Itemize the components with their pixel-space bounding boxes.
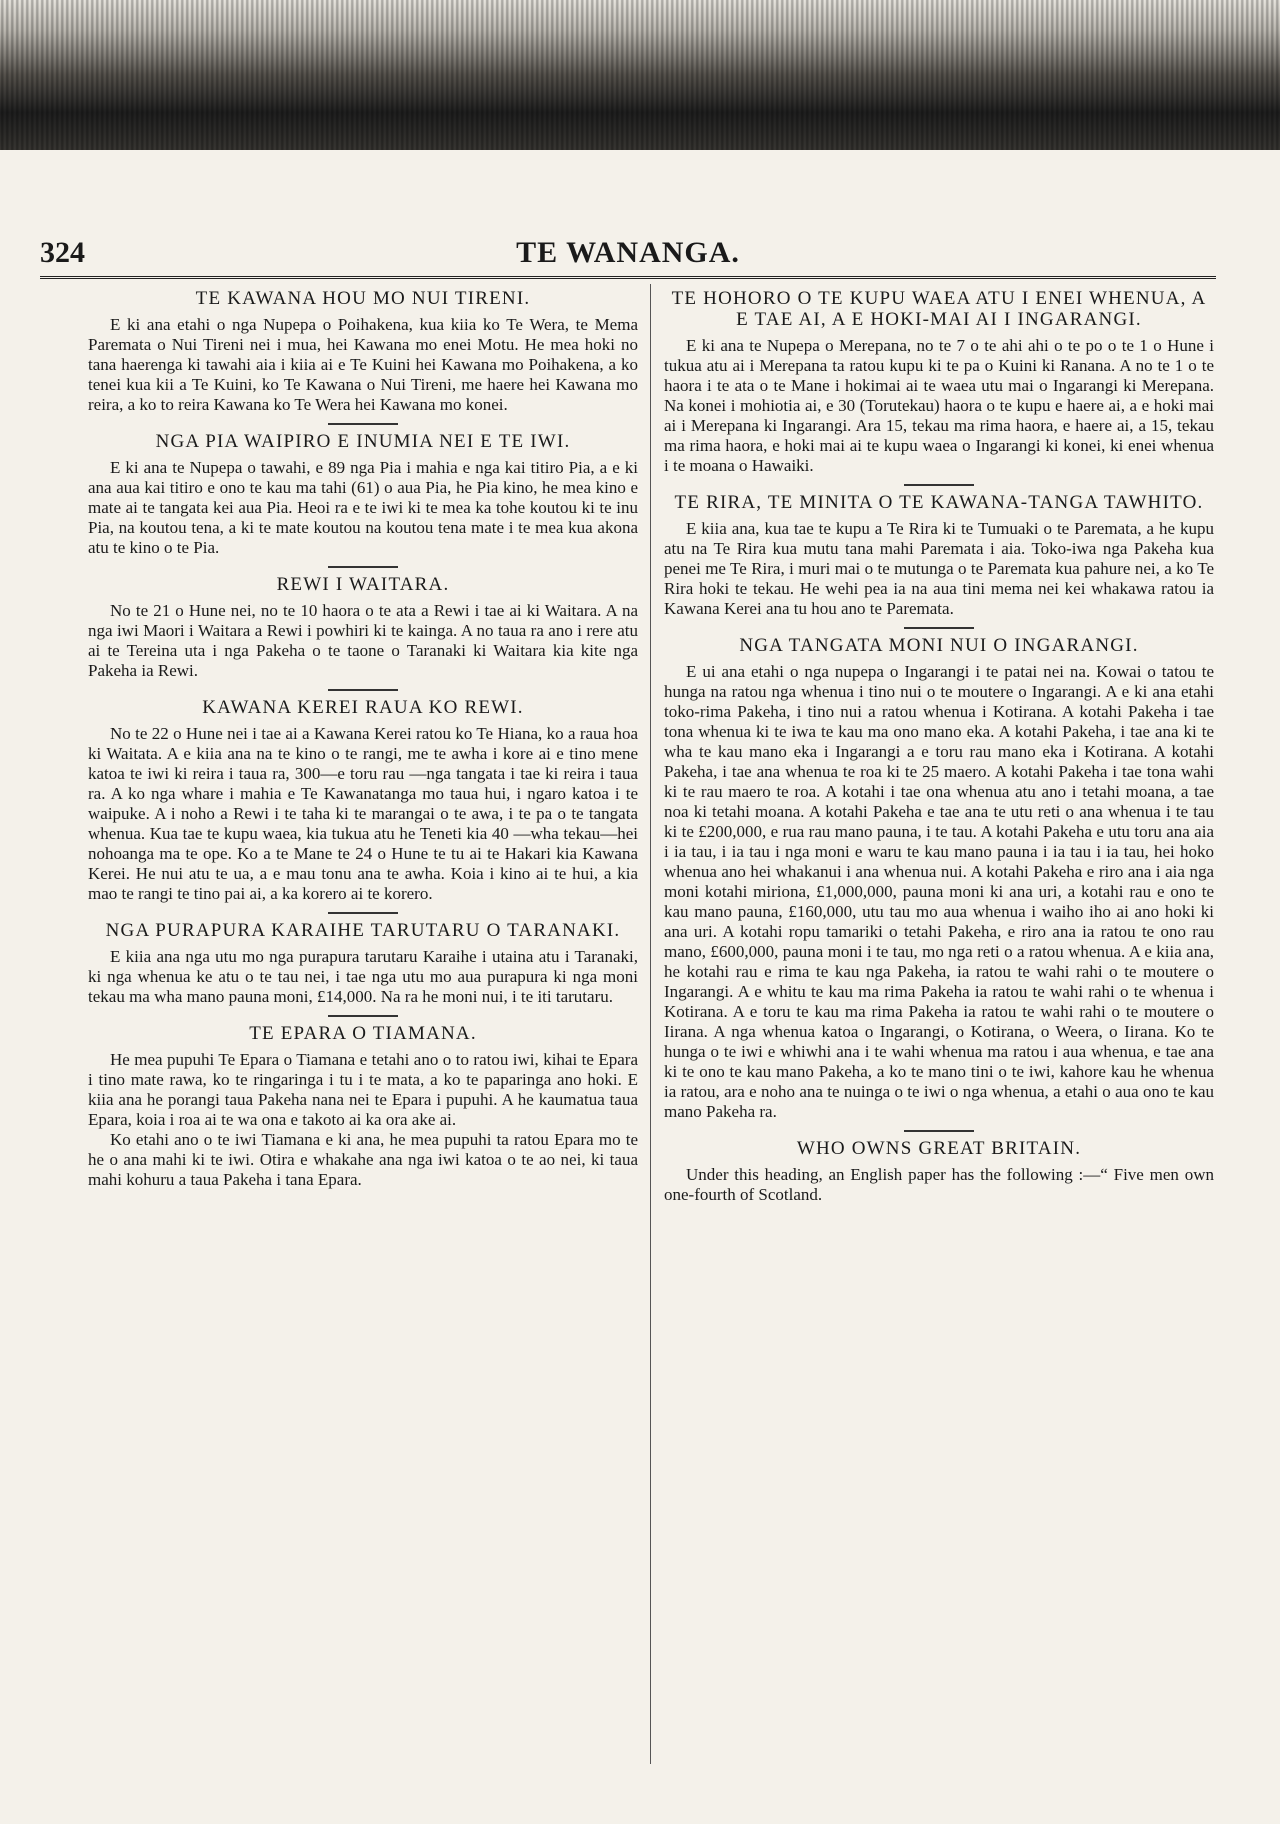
page-masthead bbox=[40, 232, 1216, 279]
article-heading: WHO OWNS GREAT BRITAIN. bbox=[796, 1138, 1082, 1159]
article bbox=[88, 288, 638, 415]
article-paragraph: E ki ana etahi o nga Nupepa o Poihakena, kua kiia ko Te Wera, te Mema Paremata o Nui Tireni nei i mua, hei Kawana mo enei Motu. He mea hoki no tana haerenga ki tawahi aia i kiia ai e Te Kuini hei Kawana mo Poihakena, a ko tenei kua kii a Te Kuini, ko Te Kawana o Nui Tireni, me haere hei Kawana mo reira, a ko to reira Kawana ko Te Wera hei Kawana mo konei. bbox=[88, 315, 638, 414]
article-separator bbox=[328, 689, 398, 691]
article-paragraph: E kiia ana nga utu mo nga purapura tarutaru Karaihe i utaina atu i Taranaki, ki nga whenua ke atu o te tau nei, i tae nga utu mo aua purapura ki nga moni tekau ma wha mano pauna moni, £14,000. Na ra he moni nui, i te iti tarutaru. bbox=[88, 947, 638, 1006]
article-paragraph: E kiia ana, kua tae te kupu a Te Rira ki te Tumuaki o te Paremata, a he kupu atu na Te Rira kua mutu tana mahi Paremata i aia. Toko-iwa nga Pakeha kua penei me Te Rira, i muri mai o te mutunga o te Paremata kua pahure nei, a ko Te Rira hoki te tekau. He wehi pea ia na aua tini mema nei kei whakawa ratou ia Kawana Kerei ana tu hou ano te Paremata. bbox=[664, 519, 1214, 618]
article bbox=[664, 288, 1214, 476]
article-paragraph: Ko etahi ano o te iwi Tiamana e ki ana, he mea pupuhi ta ratou Epara mo te he o ana mahi ki te iwi. Otira e whakahe ana nga iwi katoa o te ao nei, ki taua mahi kohuru a taua Pakeha i tana Epara. bbox=[88, 1130, 638, 1189]
article bbox=[88, 920, 638, 1007]
running-title: TE WANANGA. bbox=[516, 236, 740, 269]
article bbox=[664, 635, 1214, 1122]
article-separator bbox=[904, 1130, 974, 1132]
article-separator bbox=[328, 423, 398, 425]
article-paragraph: Under this heading, an English paper has the following :—“ Five men own one-fourth of Scotland. bbox=[664, 1165, 1214, 1204]
article-heading: TE HOHORO O TE KUPU WAEA ATU I ENEI WHENUA, A E TAE AI, A E HOKI-MAI AI I INGARANGI. bbox=[671, 288, 1207, 330]
article-heading: TE KAWANA HOU MO NUI TIRENI. bbox=[195, 288, 531, 309]
column-divider bbox=[650, 284, 651, 1764]
right-column bbox=[664, 284, 1214, 1804]
article-paragraph: E ki ana te Nupepa o Merepana, no te 7 o te ahi ahi o te po o te 1 o Hune i tukua atu ai i Merepana ta ratou kupu ki te pa o Kuini ki Ranana. A no te 1 o te haora i te ata o te Mane i hokimai ai te waea utu mai o Ingarangi ki Merepana. Na konei i mohiotia ai, e 30 (Torutekau) haora o te kupu e haere ai, a e hoki mai ai i Merepana ki Ingarangi. Ara 15, tekau ma rima haora, e haere ai, a 15, tekau ma rima haora, e hoki mai ai te kupu waea o Ingarangi ki konei, ki enei whenua i te moana o Hawaiki. bbox=[664, 336, 1214, 475]
article-separator bbox=[328, 912, 398, 914]
article bbox=[664, 1138, 1214, 1205]
article-heading: REWI I WAITARA. bbox=[276, 574, 450, 595]
article bbox=[88, 697, 638, 904]
article-heading: TE EPARA O TIAMANA. bbox=[249, 1023, 477, 1044]
article-separator bbox=[904, 484, 974, 486]
article-paragraph: He mea pupuhi Te Epara o Tiamana e tetahi ano o to ratou iwi, kihai te Epara i tino mate rawa, ko te ringaringa i tu i te mata, a ko te paparinga ano hoki. E kiia ana he porangi taua Pakeha nana nei te Epara i pupuhi. A he kaumatua taua Epara, koia i roa ai te wa ona e takoto ai ka ora ake ai. bbox=[88, 1050, 638, 1129]
article-heading: NGA TANGATA MONI NUI O INGARANGI. bbox=[739, 635, 1139, 656]
left-column bbox=[88, 284, 638, 1804]
article-separator bbox=[904, 627, 974, 629]
article-heading: KAWANA KEREI RAUA KO REWI. bbox=[202, 697, 524, 718]
article-heading: NGA PIA WAIPIRO E INUMIA NEI E TE IWI. bbox=[155, 431, 571, 452]
article bbox=[88, 431, 638, 558]
article-paragraph: No te 22 o Hune nei i tae ai a Kawana Kerei ratou ko Te Hiana, ko a raua hoa ki Waitata. A e kiia ana na te kino o te rangi, me te awha i kore ai e tino mene katoa te iwi ki reira i taua ra, 300—e toru rau —nga tangata i tae ki reira i taua ra. A ko nga whare i mahia e Te Kawanatanga mo taua hui, i ngaro katoa i te waipuke. A i noho a Rewi i te taha ki te marangai o te awa, i te pa o te tangata whenua. Kua tae te kupu waea, kia tukua atu he Teneti kia 40 —wha tekau—hei nohoanga ma te ope. Ko a te Mane te 24 o Hune te tu ai te Hakari kia Kawana Kerei. He nui atu te ua, a e mau tonu ana te awha. Koia i kino ai te hui, a kia mao te rangi te tino pai ai, a ka korero ai te korero. bbox=[88, 724, 638, 903]
article bbox=[664, 492, 1214, 619]
article bbox=[88, 1023, 638, 1190]
article-paragraph: No te 21 o Hune nei, no te 10 haora o te ata a Rewi i tae ai ki Waitara. A na nga iwi Maori i Waitara a Rewi i powhiri ki te kainga. A no taua ra ano i rere atu ai te Tereina uta i nga Pakeha o te taone o Taranaki ki Waitara kia kite nga Pakeha ia Rewi. bbox=[88, 601, 638, 680]
article-heading: NGA PURAPURA KARAIHE TARUTARU O TARANAKI. bbox=[105, 920, 621, 941]
article-separator bbox=[328, 566, 398, 568]
article-heading: TE RIRA, TE MINITA O TE KAWANA-TANGA TAWHITO. bbox=[674, 492, 1204, 513]
scan-edge-texture bbox=[0, 0, 1280, 150]
article-paragraph: E ui ana etahi o nga nupepa o Ingarangi i te patai nei na. Kowai o tatou te hunga na ratou nga whenua i tino nui o te moutere o Ingarangi. A e ki ana etahi toko-rima Pakeha, i tino nui a ratou whenua i Kotirana. A kotahi Pakeha i tae tona whenua ki te iwa te kau ma ono mano eka. A kotahi Pakeha, i tae ana ki te wha te kau mano eka i Ingarangi a e toru rau mano eka i Kotirana. A kotahi Pakeha, i tae ana whenua te roa ki te 25 maero. A kotahi Pakeha i tae tona wahi ki te rau maero te roa. A kotahi i tae ona whenua atu ano i tetahi moana, a tae noa ki tetahi moana. A kotahi Pakeha e tae ana te utu reti o ana whenua i te tau ki te £200,000, e rua rau mano pauna, i te tau. A kotahi Pakeha e utu toru ana aia i ia tau, i ia tau i nga moni e waru te kau mano pauna i ia tau i ia tau, hei hoko whenua ano hei whakanui i ana whenua nui. A kotahi Pakeha e riro ana i aia nga moni kotahi miriona, £1,000,000, pauna moni ki ana uri, a kotahi rau e ono te kau mano pauna, £160,000, utu tau mo aua whenua i waiho iho ai ano hoki ki ana uri. A kotahi ropu tamariki o tetahi Pakeha, e riro ana ia ratou te ono rau mano, £600,000, pauna moni i te tau, mo nga reti o a ratou whenua. A e kiia ana, he kotahi rau e rima te kau nga Pakeha, ia ratou te wahi rahi o te moutere o Ingarangi. A e whitu te kau ma rima Pakeha ia ratou te wahi rahi o te whenua i Kotirana. A e toru te kau ma rima Pakeha ia ratou te wahi rahi o te moutere o Iirana. A nga whenua katoa o Ingarangi, o Kotirana, o Weera, o Iirana. Ko te hunga o te iwi e whiwhi ana i te wahi whenua ma ratou i aua whenua, e tae ana ki te ono te kau mano Pakeha, a ko te mano tini o te iwi, kahore kau he whenua ia ratou, ara e noho ana te nuinga o te iwi o nga whenua, a etahi o aua ono te kau mano Pakeha ra. bbox=[664, 662, 1214, 1121]
article bbox=[88, 574, 638, 681]
article-separator bbox=[328, 1015, 398, 1017]
page-number: 324 bbox=[40, 236, 85, 269]
article-paragraph: E ki ana te Nupepa o tawahi, e 89 nga Pia i mahia e nga kai titiro Pia, a e ki ana aua kai titiro e ono te kau ma tahi (61) o aua Pia, he Pia kino, he mea kino e mate ai te tangata kei aua Pia. Heoi ra e te iwi ki te mea ka tohe koutou ki te inu Pia, na koutou tena, a ki te mate koutou na koutou tena mate i te mea kua akona atu te kino o te Pia. bbox=[88, 458, 638, 557]
